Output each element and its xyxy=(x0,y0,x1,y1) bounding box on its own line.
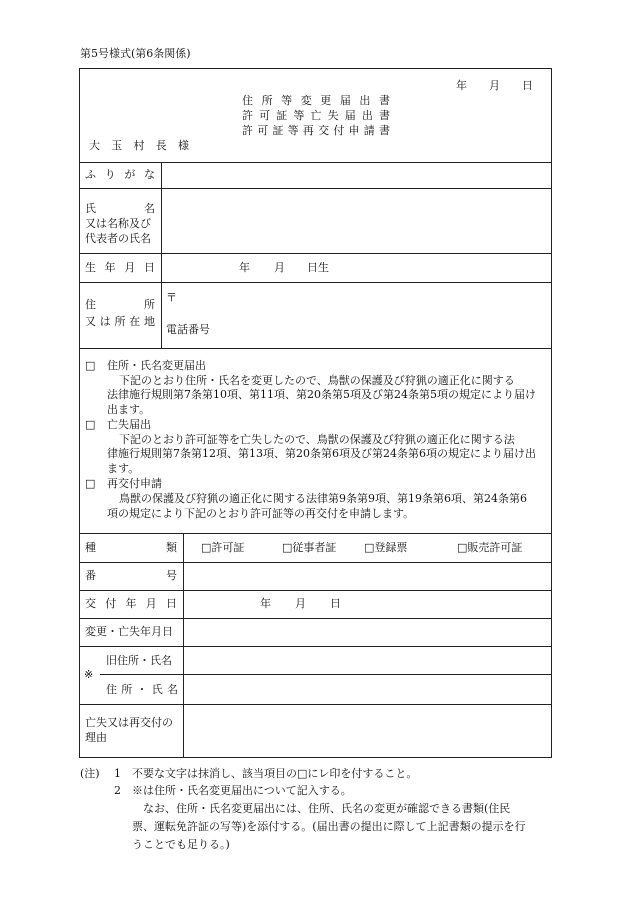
loss-date-field[interactable] xyxy=(186,621,549,643)
note-sub-line: うことでも足りる。) xyxy=(132,838,230,851)
rule xyxy=(79,646,552,647)
rule xyxy=(79,253,552,254)
option-line: 出ます。 xyxy=(107,403,151,416)
rule xyxy=(79,618,552,619)
change-mark: ※ xyxy=(84,668,94,681)
address-field[interactable] xyxy=(182,287,549,307)
new-address-field[interactable] xyxy=(186,677,549,701)
title-line-1: 住 所 等 変 更 届 出 書 xyxy=(242,94,390,107)
name-label-line3: 代表者の氏名 xyxy=(85,232,151,245)
issue-date-day: 日 xyxy=(330,597,341,610)
note-number: 1 xyxy=(114,767,121,780)
option-title: 再交付申請 xyxy=(107,477,162,490)
option-title: 住所・氏名変更届出 xyxy=(107,359,206,372)
option-line: 項の規定により下記のとおり許可証等の再交付を申請します。 xyxy=(107,507,415,520)
rule xyxy=(79,282,552,283)
type-choice-permit[interactable]: □許可証 xyxy=(201,541,245,554)
issue-date-year: 年 xyxy=(260,597,271,610)
option-line: 律施行規則第7条第12項、第13項、第20条第6項及び第24条第6項の規定により届け出 xyxy=(107,447,536,460)
rule xyxy=(79,162,552,163)
type-label: 種 類 xyxy=(85,541,177,554)
reason-label-line2: 理由 xyxy=(85,731,107,744)
new-address-label: 住 所 ・ 氏 名 xyxy=(106,683,178,696)
rule xyxy=(79,562,552,563)
form-number: 第5号様式(第6条関係) xyxy=(80,47,191,60)
date-day: 日 xyxy=(522,79,533,92)
loss-date-label: 変更・亡失年月日 xyxy=(85,625,173,638)
note-text: ※は住所・氏名変更届出について記入する。 xyxy=(132,784,352,797)
rule xyxy=(100,674,552,675)
option-checkbox[interactable]: □ xyxy=(85,477,96,490)
note-number: 2 xyxy=(114,784,121,797)
old-address-field[interactable] xyxy=(186,649,549,671)
old-address-label: 旧住所・氏名 xyxy=(106,654,172,667)
reason-label-line1: 亡失又は再交付の xyxy=(85,716,173,729)
option-checkbox[interactable]: □ xyxy=(85,418,96,431)
option-line: 鳥獣の保護及び狩猟の適正化に関する法律第9条第9項、第19条第6項、第24条第6 xyxy=(119,492,527,505)
address-label-line1: 住 所 xyxy=(85,298,155,311)
option-line: ます。 xyxy=(107,462,140,475)
option-line: 法律施行規則第7条第10項、第11項、第20条第5項及び第24条第5項の規定により届け xyxy=(107,388,536,401)
furigana-field[interactable] xyxy=(165,165,549,185)
rule xyxy=(79,533,552,534)
rule xyxy=(79,348,552,349)
furigana-label: ふ り が な xyxy=(85,168,155,181)
title-line-3: 許 可 証 等 再 交 付 申 請 書 xyxy=(242,124,390,137)
phone-label: 電話番号 xyxy=(166,323,210,336)
rule xyxy=(79,704,552,705)
option-checkbox[interactable]: □ xyxy=(85,359,96,372)
birthdate-month: 月 xyxy=(274,261,285,274)
birthdate-day: 日生 xyxy=(307,261,329,274)
rule xyxy=(79,188,552,189)
date-year: 年 xyxy=(456,79,467,92)
addressee: 大 玉 村 長 様 xyxy=(89,139,189,152)
number-label: 番 号 xyxy=(85,569,177,582)
number-field[interactable] xyxy=(186,565,549,587)
postal-mark: 〒 xyxy=(166,291,177,304)
name-label-line2: 又は名称及び xyxy=(85,217,151,230)
issue-date-month: 月 xyxy=(295,597,306,610)
option-line: 下記のとおり許可証等を亡失したので、鳥獣の保護及び狩猟の適正化に関する法 xyxy=(119,433,515,446)
note-sub-line: なお、住所・氏名変更届出には、住所、氏名の変更が確認できる書類(住民 xyxy=(143,802,511,815)
name-field[interactable] xyxy=(165,192,549,250)
issue-date-label: 交 付 年 月 日 xyxy=(85,597,177,610)
type-choice-worker-card[interactable]: □従事者証 xyxy=(282,541,337,554)
date-month: 月 xyxy=(489,79,500,92)
address-label-line2: 又 は 所 在 地 xyxy=(85,315,155,328)
name-label-line1: 氏 名 xyxy=(85,202,155,215)
birthdate-year: 年 xyxy=(239,261,250,274)
birthdate-label: 生 年 月 日 xyxy=(85,261,155,274)
type-choice-sales-permit[interactable]: □販売許可証 xyxy=(457,541,523,554)
type-choice-registration[interactable]: □登録票 xyxy=(364,541,408,554)
option-line: 下記のとおり住所・氏名を変更したので、鳥獣の保護及び狩猟の適正化に関する xyxy=(119,374,515,387)
option-title: 亡失届出 xyxy=(107,418,151,431)
column-divider xyxy=(183,533,184,758)
note-text: 不要な文字は抹消し、該当項目の□にレ印を付すること。 xyxy=(132,767,418,780)
column-divider xyxy=(161,162,162,348)
rule xyxy=(79,590,552,591)
notes-prefix: (注) xyxy=(80,767,100,780)
note-sub-line: 票、運転免許証の写等)を添付する。(届出書の提出に際して上記書類の提示を行 xyxy=(132,820,526,833)
reason-field[interactable] xyxy=(186,707,549,755)
title-line-2: 許 可 証 等 亡 失 届 出 書 xyxy=(242,109,390,122)
